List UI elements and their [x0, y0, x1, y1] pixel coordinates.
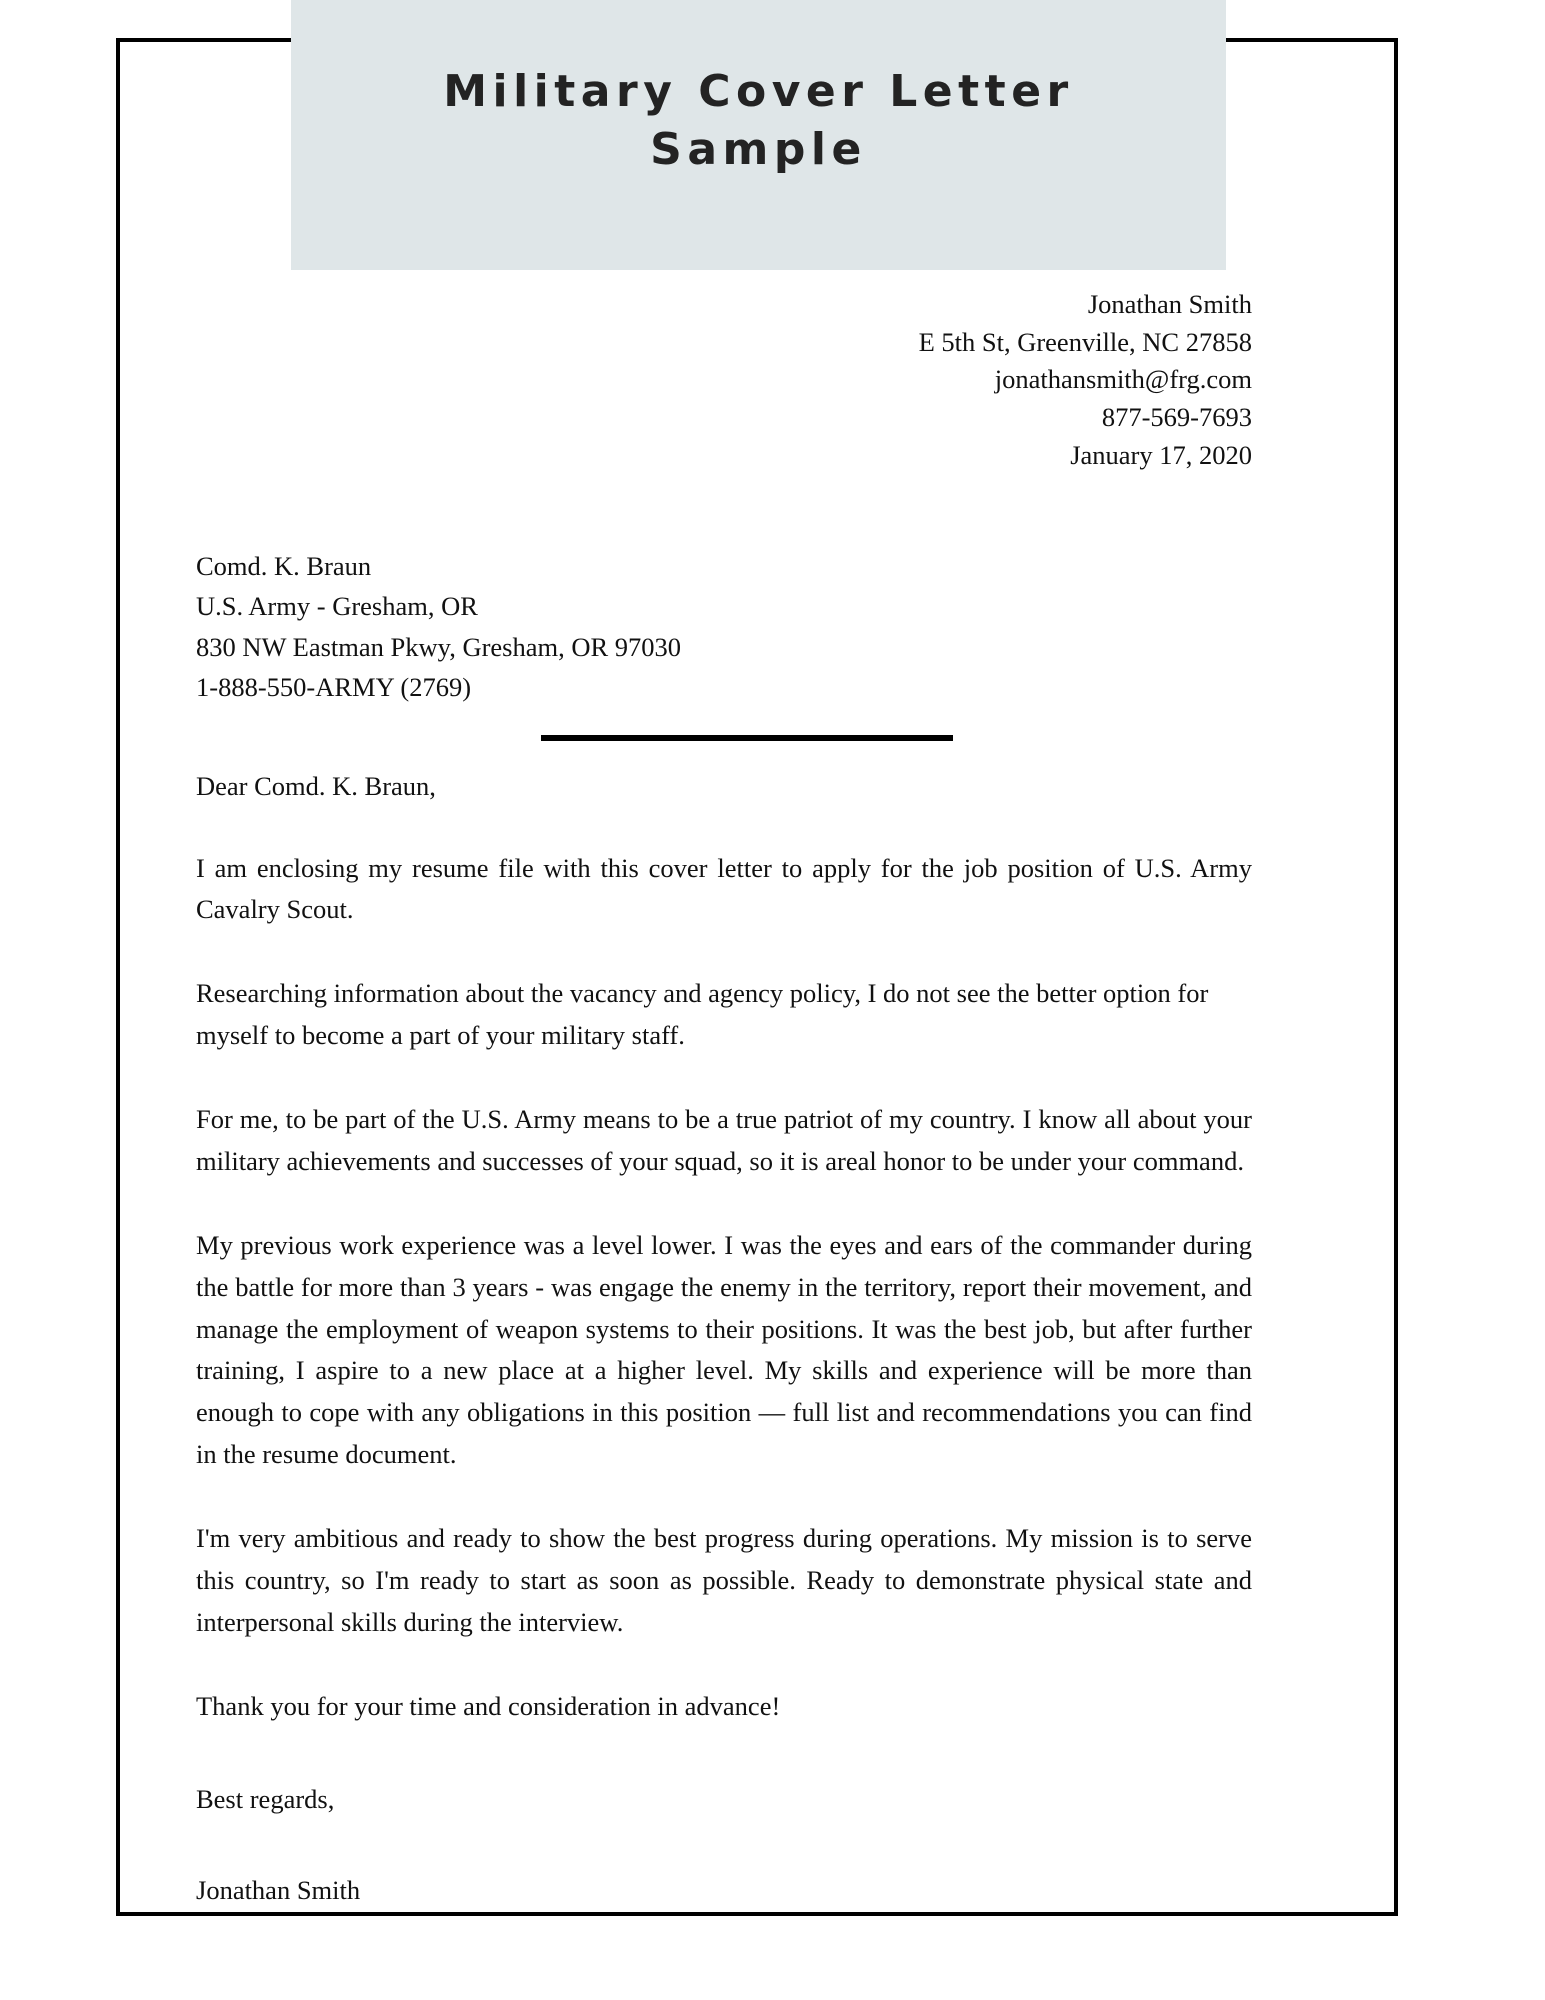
recipient-address-block: [196, 546, 1252, 707]
title-panel: [291, 0, 1226, 270]
salutation: Dear Comd. K. Braun,: [196, 771, 436, 802]
sender-address-block: [196, 286, 1252, 474]
sender-name: Jonathan Smith: [1087, 289, 1252, 319]
recipient-phone: 1-888-550-ARMY (2769): [196, 671, 472, 702]
paragraph-3: My previous work experience was a level lower. I was the eyes and ears of the commander during the battle for more than 3 years - was engage the enemy in the territory, report their movement, and manage the employment of weapon systems to their positions. It was the best job, but after further training, I aspire to a new place at a higher level. My skills and experience will be more than enough to cope with any obligations in this position — full list and recommendations you can find in the resume document.: [196, 1229, 1252, 1470]
paragraph-2: Researching information about the vacancy and agency policy, I do not see the better option for myself to become a part of your military staff.: [196, 978, 1209, 1051]
paragraph-1: I am enclosing my resume file with this cover letter to apply for the job position of U.S. Army Cavalry Scout.: [196, 852, 1252, 925]
sender-phone: 877-569-7693: [1101, 401, 1252, 432]
thank-you-line: Thank you for your time and consideration in advance!: [196, 1690, 781, 1721]
horizontal-rule: [541, 735, 953, 741]
paragraph-4: I'm very ambitious and ready to show the best progress during operations. My mission is to serve this country, so I'm ready to start as soon as possible. Ready to demonstrate physical state and interpersonal skills during the interview.: [196, 1522, 1252, 1637]
recipient-name: Comd. K. Braun: [196, 551, 372, 582]
sign-off: Best regards,: [196, 1784, 335, 1815]
divider-rule-container: [196, 707, 1252, 769]
letter-date: January 17, 2020: [1070, 439, 1252, 470]
letter-body: [196, 286, 1252, 1908]
recipient-address: 830 NW Eastman Pkwy, Gresham, OR 97030: [196, 631, 682, 662]
signature-name: Jonathan Smith: [196, 1875, 361, 1906]
sender-email: jonathansmith@frg.com: [994, 364, 1252, 395]
sender-address: E 5th St, Greenville, NC 27858: [918, 326, 1252, 357]
page-title: Military Cover Letter Sample: [443, 65, 1074, 175]
recipient-organization: U.S. Army - Gresham, OR: [196, 591, 478, 622]
paragraph-2b: For me, to be part of the U.S. Army means to be a true patriot of my country. I know all about your military achievements and successes of your squad, so it is areal honor to be under your command.: [196, 1104, 1252, 1176]
